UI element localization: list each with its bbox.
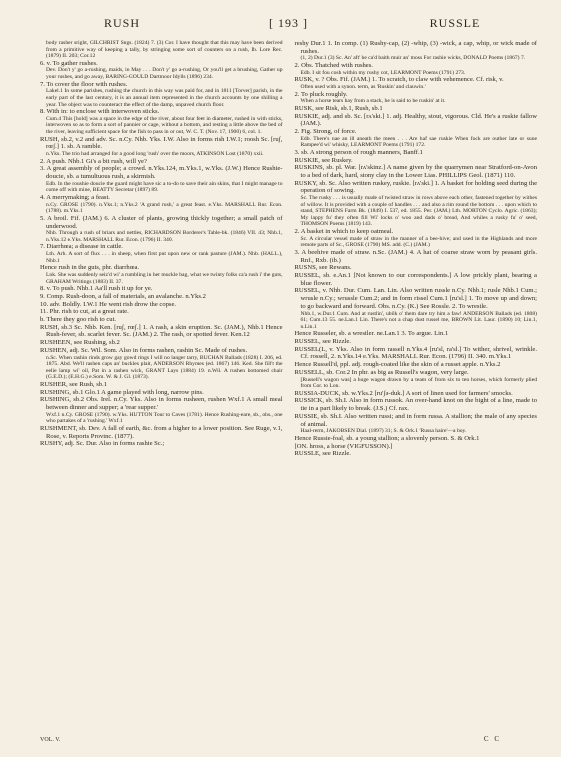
page-header bbox=[40, 16, 537, 34]
entry-paragraph: RUSKIE, see Ruskey. bbox=[294, 156, 353, 164]
entry-paragraph: RUSHER, see Rush, sb.1 bbox=[40, 380, 108, 388]
entry-paragraph: RUSSEL, sb. e.An.1 [Not known to our correspondents.] A low prickly plant, bearing a blue flower. bbox=[294, 272, 537, 287]
entry-paragraph: RUSSIA-DUCK, sb. w.Yks.2 [ru'ʃə-duk.] A sort of linen used for farmers' smocks. bbox=[294, 389, 513, 397]
entry-paragraph: Hence rush in the guts, phr. diarrhœa. bbox=[40, 264, 140, 272]
entry-paragraph: [ON. hross, a horse (VIGFUSSON).] bbox=[294, 442, 393, 450]
quotation-paragraph: Lnk. She was suddenly seiz'd wi' a rumbling in her muckle bag, what we twinty folks ca'a rush i' the guts, GRAHAM Writings (1883) II. 37. bbox=[46, 272, 283, 285]
quotation-paragraph: (1, 2) Dur.1 (3) Sc. An' aft' he ca'd baith muir an' moss For rashie wicks, DONALD Poems (1867) 7. bbox=[300, 55, 526, 62]
header-left-headword: RUSH bbox=[103, 16, 140, 30]
entry-paragraph: 8. With in: to enclose with interwoven sticks. bbox=[40, 108, 160, 116]
quotation-paragraph: Edb. In the roushie doucie the guard might have sic a to-do to save their ain skins, that I might manage to come off with mine, BEATTY Secretar (1897) 89. bbox=[46, 180, 283, 194]
quotation-paragraph: n.Sc. When rashin rinds grow gay gowd rings I will no langer tarry, BUCHAN Ballads (1828) I. 206, ed. 1875. Abd. We'll rashen caps an' buckles plait, ANDERSON Rhymes (ed. 1867) 146. Ked. She fill't the eelie lamp wi' oil, Pat in a rashen wick, GRANT Lays (1884) 19. n.Wil. A rushen bottomed chair (G.E.D.); (E.H.G.) e.Som. W. & J. Gl. (1873). bbox=[46, 354, 283, 381]
quotation-paragraph: Sc. A circular vessel made of straw in the manner of a bee-hive; and used in the Highlands and more remote parts of Sc., GROSE (1790) MS. add. (C.) (JAM.) bbox=[300, 235, 537, 249]
quotation-paragraph: Nhb.1, w.Dur.1 Cum. And at rustlin', ubilk o' them dare try him a faw! ANDERSON Ballads (ed. 1808) 61; Cum.13 55. ne.Lan.1 Lin. There's not a chap dust russel me, BROWN Lit. Laur. (1890) 10; Lin.1, n.Lin.1 bbox=[300, 310, 537, 330]
entry-paragraph: 3. A great assembly of people; a crowd. n.Yks.124, m.Yks.1, w.Yks. (J.W.) Hence Rushie-doucie, sb. a tumultuous rush, a skirmish. bbox=[40, 165, 283, 181]
entry-paragraph: RUSSIE, sb. Sh.I. Also written russi; and in form russa. A stallion; the male of any species of animal. bbox=[294, 412, 537, 428]
entry-paragraph: RUSSELL, sb. Cor.2 In phr. as big as Russell's wagon, very large. bbox=[294, 368, 469, 376]
left-column bbox=[40, 40, 283, 458]
quotation-paragraph: Cum.4 This [hold] was a space in the edge of the river, about four feet in diameter, rushed in with sticks, interwoven so as to form a sort of pannier or cage, without a bottom, and resting a little above the bed of the river, leaving sufficient space for the fish to pass in or out, W. C. T. (Nov. 17, 1900) 6, col. 1. bbox=[46, 115, 283, 136]
entry-paragraph: Hence Russeler, sb. a wrestler. ne.Lan.1 3. To argue. Lin.1 bbox=[294, 330, 449, 338]
entry-paragraph: RUSSLE, see Rizzle. bbox=[294, 450, 351, 458]
quotation-paragraph: n.Cy. GROSE (1790). n.Yks.1; n.Yks.2 'A grand rush,' a great feast. e.Yks. MARSHALL Rur. Econ. (1788). m.Yks.1 bbox=[46, 201, 283, 215]
entry-paragraph: RUSH, sb.3 Sc. Nhb. Ken. [ruʃ, rœʃ.] 1. A rash, a skin eruption. Sc. (JAM.), Nhb.1 Hence Rush-fever, sb. scarlet fever. Sc. (JAM.) 2. The rash, or spotted fever. Ken.12 bbox=[40, 323, 283, 339]
entry-paragraph: 10. adv. Boldly. I.W.1 He went rish drow the copse. bbox=[40, 300, 177, 308]
entry-paragraph: RUSKY, sb. Sc. Also written ruskey, ruskie. [rʌ'ski.] 1. A basket for holding seed during the operation of sowing. bbox=[294, 179, 537, 195]
entry-paragraph: 7. Diarrhœa; a disease in cattle. bbox=[40, 243, 123, 251]
entry-paragraph: RUSKIE, adj. and sb. Sc. [rʌ'ski.] 1. adj. Healthy, stout, vigorous. Cld. He's a ruskie fallow (JAM.). bbox=[294, 112, 537, 128]
entry-paragraph: 3. sb. A strong person of rough manners, Banff.1 bbox=[294, 148, 423, 156]
entry-paragraph: RUSHEEN, see Rushing, sb.2 bbox=[40, 339, 120, 347]
entry-paragraph: RUSSEL(L, v. Yks. Also in form rassell n.Yks.4 [ru'sl, ra'sl.] To wither, shrivel, wrinkle. Cf. rossell, 2. n.Yks.14 e.Yks. MARSHALL Rur. Econ. (1796) II. 340. m.Yks.1 bbox=[294, 345, 537, 361]
entry-paragraph: RUSK, see Risk, sb.1, Rush, sb.1 bbox=[294, 104, 383, 112]
right-column bbox=[295, 40, 538, 458]
quotation-paragraph: Lakel.1 In some parishes, rushing the church in this way was paid for, and in 1811 [Torver] parish, in the early part of the last century, it is an annual item represented in the church accounts by one shilling a year. The object was to counteract the effect of the damp, unpaved church floor. bbox=[46, 88, 283, 108]
quotation-paragraph: Often used with a synon. term, as 'Ruskin' and clauwin.' bbox=[300, 84, 426, 90]
entry-paragraph: b. There they goo rish to cut. bbox=[40, 316, 117, 324]
entry-paragraph: 2. To pluck roughly. bbox=[294, 90, 348, 98]
entry-paragraph: 3. A beehive made of straw. n.Sc. (JAM.) 4. A hat of coarse straw worn by peasant girls. Rnf., Rxb. (ib.) bbox=[294, 248, 537, 264]
entry-paragraph: 8. v. To push. Nhb.1 Aa'll rush it up for ye. bbox=[40, 285, 153, 293]
entry-paragraph: 6. v. To gather rushes. bbox=[40, 59, 98, 67]
entry-paragraph: RUSNS, see Rewans. bbox=[294, 264, 352, 272]
quotation-paragraph: n.Yks. The trio had arranged for a good long 'rush' over the moors, ATKINSON Lost (1870) xxii. bbox=[46, 151, 264, 158]
columns bbox=[40, 40, 537, 458]
entry-paragraph: RUSH, sb.2, v.2 and adv. Sc. n.Cy. Nhb. Yks. I.W. Also in forms rish I.W.1; roosh Sc. [ruʃ, rœʃ.] 1. sb. A ramble. bbox=[40, 135, 283, 151]
quotation-paragraph: Edb. There's nae an ill aneath the meen . . . Are haf sae ruskie When fock are outher late or sune Rampee'd wi' whisky, LEARMONT Poems (1791) 172. bbox=[300, 135, 537, 149]
entry-paragraph: RUSK, v. ? Obs. Fif. (JAM.) 1. To scratch, to claw with vehemence. Cf. risk, v. bbox=[294, 76, 504, 84]
entry-paragraph: 2. Obs. Thatched with rushes. bbox=[294, 62, 373, 69]
entry-paragraph: RUSHY, adj. Sc. Dur. Also in forms rashie Sc.; bbox=[40, 440, 165, 448]
entry-paragraph: RUSHING, sb.1 Glo.1 A game played with long, narrow pins. bbox=[40, 388, 204, 396]
volume-label: VOL. V. bbox=[40, 737, 61, 743]
entry-paragraph: RUSHING, sb.2 Obs. Irel. n.Cy. Yks. Also in forms rusheen, rushen Wxf.1 A small meal between dinner and supper; a 'rear supper.' bbox=[40, 396, 283, 412]
quotation-paragraph: body rasher sright, GILCHRIST Sngs. (1824) 7. (3) Cor. I have thought that this may have been derived from a primitive way of keeping a tally, by stringing some sort of counters on a rush, Ib. Lore Rec. (1879) II. 203; Cor.12 bbox=[46, 40, 283, 60]
entry-paragraph: 4. A merrymaking; a feast. bbox=[40, 193, 110, 201]
quotation-paragraph: Haal-rerm, JAKOBSEN Dial. (1897) 31; S. & Ork.1 'Russa haire'—a boy. bbox=[300, 428, 467, 435]
entry-paragraph: 2. A basket in which to keep oatmeal. bbox=[294, 228, 394, 236]
quotation-paragraph: [Russell's wagon was] a huge wagon drawn by a team of from six to ten horses, which formerly plied from Cor. to Lon. bbox=[300, 376, 537, 390]
entry-paragraph: Hence Russell'd, ppl. adj. rough-coated like the skin of a russet apple. n.Yks.2 bbox=[294, 361, 501, 369]
entry-paragraph: RUSSICK, sb. Sh.I. Also in form russok. An over-hand knot on the bight of a line, made to tie in a part likely to break. (J.S.) Cf. rax. bbox=[294, 397, 537, 413]
page-number: [ 193 ] bbox=[269, 16, 308, 30]
quotation-paragraph: Edb. I sit fou cosh within my rushy cot, LEARMONT Poems (1791) 273. bbox=[300, 69, 466, 76]
entry-paragraph: RUSHEN, adj. Sc. Wil. Som. Also in forms rashen, rashin Sc. Made of rushes. bbox=[40, 346, 248, 354]
entry-paragraph: 11. Phr. rish to cut, at a great rate. bbox=[40, 308, 129, 316]
signature-mark: C C bbox=[483, 735, 501, 743]
quotation-paragraph: Dev. Don't y' go a-rushing, maids, in May . . . Don't y' go a-rushing, Or you'll get a brushing, Gather up your rushes, and go away, BARING-GOULD Dartmoor Idylls (1896) 234. bbox=[46, 67, 283, 81]
entry-paragraph: reshy Dur.1 1. In comp. (1) Rushy-cap, (2) -whip, (3) -wick, a cap, whip, or wick made of rushes. bbox=[294, 40, 537, 55]
entry-paragraph: Hence Russie-foal, sb. a young stallion; a slovenly person. S. & Ork.1 bbox=[294, 434, 480, 442]
entry-paragraph: 5. A broil. Fif. (JAM.) 6. A cluster of plants, growing thickly together; a small patch of underwood. bbox=[40, 214, 283, 230]
entry-paragraph: RUSKINS, sb. pl. War. [rʌ'skinz.] A name given by the quarrymen near Stratford-on-Avon to a bed of dark, hard, stony clay in the Lower Lias. PHILLIPS Geol. (1871) 110. bbox=[294, 164, 537, 179]
entry-paragraph: RUSSEL, v. Nhb. Dur. Cum. Lan. Lin. Also written russle n.Cy. Nhb.1; rusle Nhb.1 Cum.; wrusle n.Cy.; wrussle Cum.2; and in form rissel Cum.1 [ru'sl.] 1. To move up and down; to go backward and forward. Obs. n.Cy. (K.) See Rossle. 2. To wrestle. bbox=[294, 287, 537, 310]
entry-paragraph: RUSHMENT, sb. Dev. A fall of earth, &c. from a higher to a lower position. See Ruge, v.1, Rose, v. Reports Provinc. (1877). bbox=[40, 424, 283, 440]
entry-paragraph: 9. Comp. Rush-doon, a fall of materials, an avalanche. n.Yks.2 bbox=[40, 292, 206, 300]
quotation-paragraph: Sc. The rusky . . . is usually made of twisted straw in rows above each other, fastened together by withes of willow. It is provided with a couple of handles . . . and also a rim round the bottom . . . upon which to stand, STEPHENS Farm Bk. (1849) I. 537, ed. 1855. Per. (JAM.) Lth. MORTON Cyclo. Agric. (1863); My lappy fu' they often fill Wi' locks o' woo and dads o' bread, And whiles a rusky fu' o' seed, THOMSON Poems (1819) 143. bbox=[300, 195, 537, 228]
entry-paragraph: RUSSEL, see Rizzle. bbox=[294, 338, 351, 346]
header-right-headword: RUSSLE bbox=[429, 16, 481, 30]
quotation-paragraph: When a horse tears hay from a stack, he is said to be ruskin' at it. bbox=[300, 98, 446, 105]
entry-paragraph: 2. A push. Nhb.1 Gi's a bit rush, will ye? bbox=[40, 157, 147, 165]
quotation-paragraph: Nhb. Through a rush of briars and nettles, RICHARDSON Borderer's Table-bk. (1846) VII. 43; Nhb.1, n.Yks.12 e.Yks. MARSHALL Rur. Econ. (1796) II. 340. bbox=[46, 230, 283, 243]
entry-paragraph: 2. Fig. Strong, of force. bbox=[294, 128, 357, 135]
entry-paragraph: 7. To cover the floor with rushes. bbox=[40, 80, 128, 88]
quotation-paragraph: Wxf.1 n.Cy. GROSE (1790). w.Yks. HUTTON Tour to Caves (1781). Hence Rushing-eare, sb., obs., one who partakes of a 'rushing.' Wxf.1 bbox=[46, 411, 283, 425]
quotation-paragraph: Lth. Arh. A sort of flux . . . in sheep, when first put upon new or rank pasture (JAM.). Nhb. (HALL.), Nhb.1 bbox=[46, 251, 283, 264]
